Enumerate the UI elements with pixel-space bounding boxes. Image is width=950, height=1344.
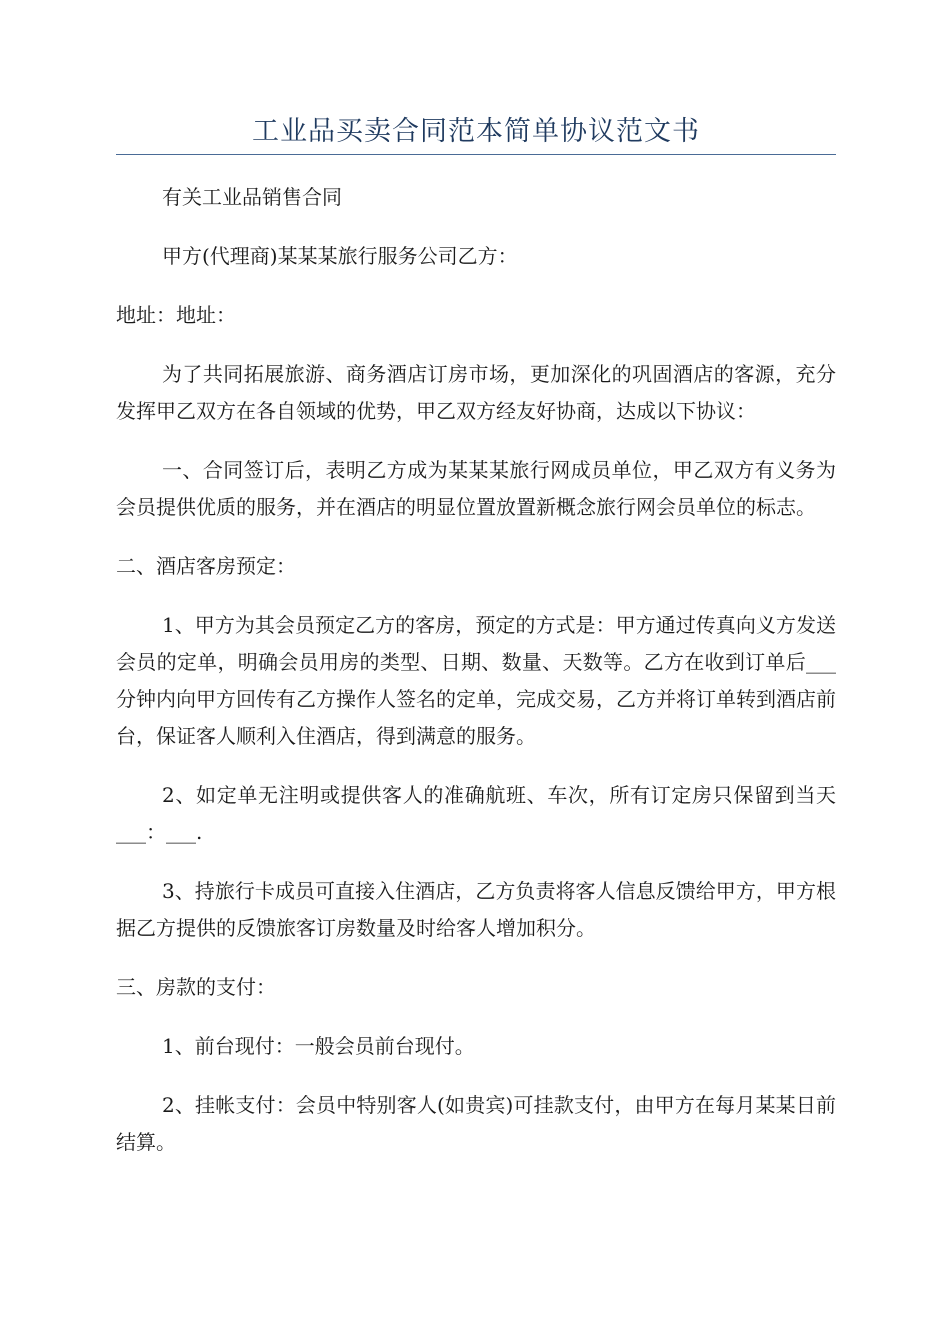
document-title: 工业品买卖合同范本简单协议范文书 [116,112,836,155]
paragraph: 1、甲方为其会员预定乙方的客房，预定的方式是：甲方通过传真向义方发送会员的定单，明确会员用房的类型、日期、数量、天数等。乙方在收到订单后___分钟内向甲方回传有乙方操作人签名的定单，完成交易，乙方并将订单转到酒店前台，保证客人顺利入住酒店，得到满意的服务。 [116,613,836,748]
paragraph: 甲方(代理商)某某某旅行服务公司乙方： [162,244,518,268]
document-body [116,179,836,1161]
paragraph: 2、如定单无注明或提供客人的准确航班、车次，所有订定房只保留到当天___：___. [116,783,836,844]
paragraph: 一、合同签订后，表明乙方成为某某某旅行网成员单位，甲乙双方有义务为会员提供优质的服务，并在酒店的明显位置放置新概念旅行网会员单位的标志。 [116,458,836,519]
paragraph: 有关工业品销售合同 [162,185,342,209]
paragraph: 1、前台现付：一般会员前台现付。 [162,1034,475,1058]
section-heading: 二、酒店客房预定： [116,554,296,578]
paragraph: 2、挂帐支付：会员中特别客人(如贵宾)可挂款支付，由甲方在每月某某日前结算。 [116,1093,836,1154]
paragraph: 地址：地址： [116,303,236,327]
document-page [116,112,836,1183]
paragraph: 为了共同拓展旅游、商务酒店订房市场，更加深化的巩固酒店的客源，充分发挥甲乙双方在各自领域的优势，甲乙双方经友好协商，达成以下协议： [116,362,836,423]
paragraph: 3、持旅行卡成员可直接入住酒店，乙方负责将客人信息反馈给甲方，甲方根据乙方提供的反馈旅客订房数量及时给客人增加积分。 [116,879,836,940]
section-heading: 三、房款的支付： [116,975,276,999]
